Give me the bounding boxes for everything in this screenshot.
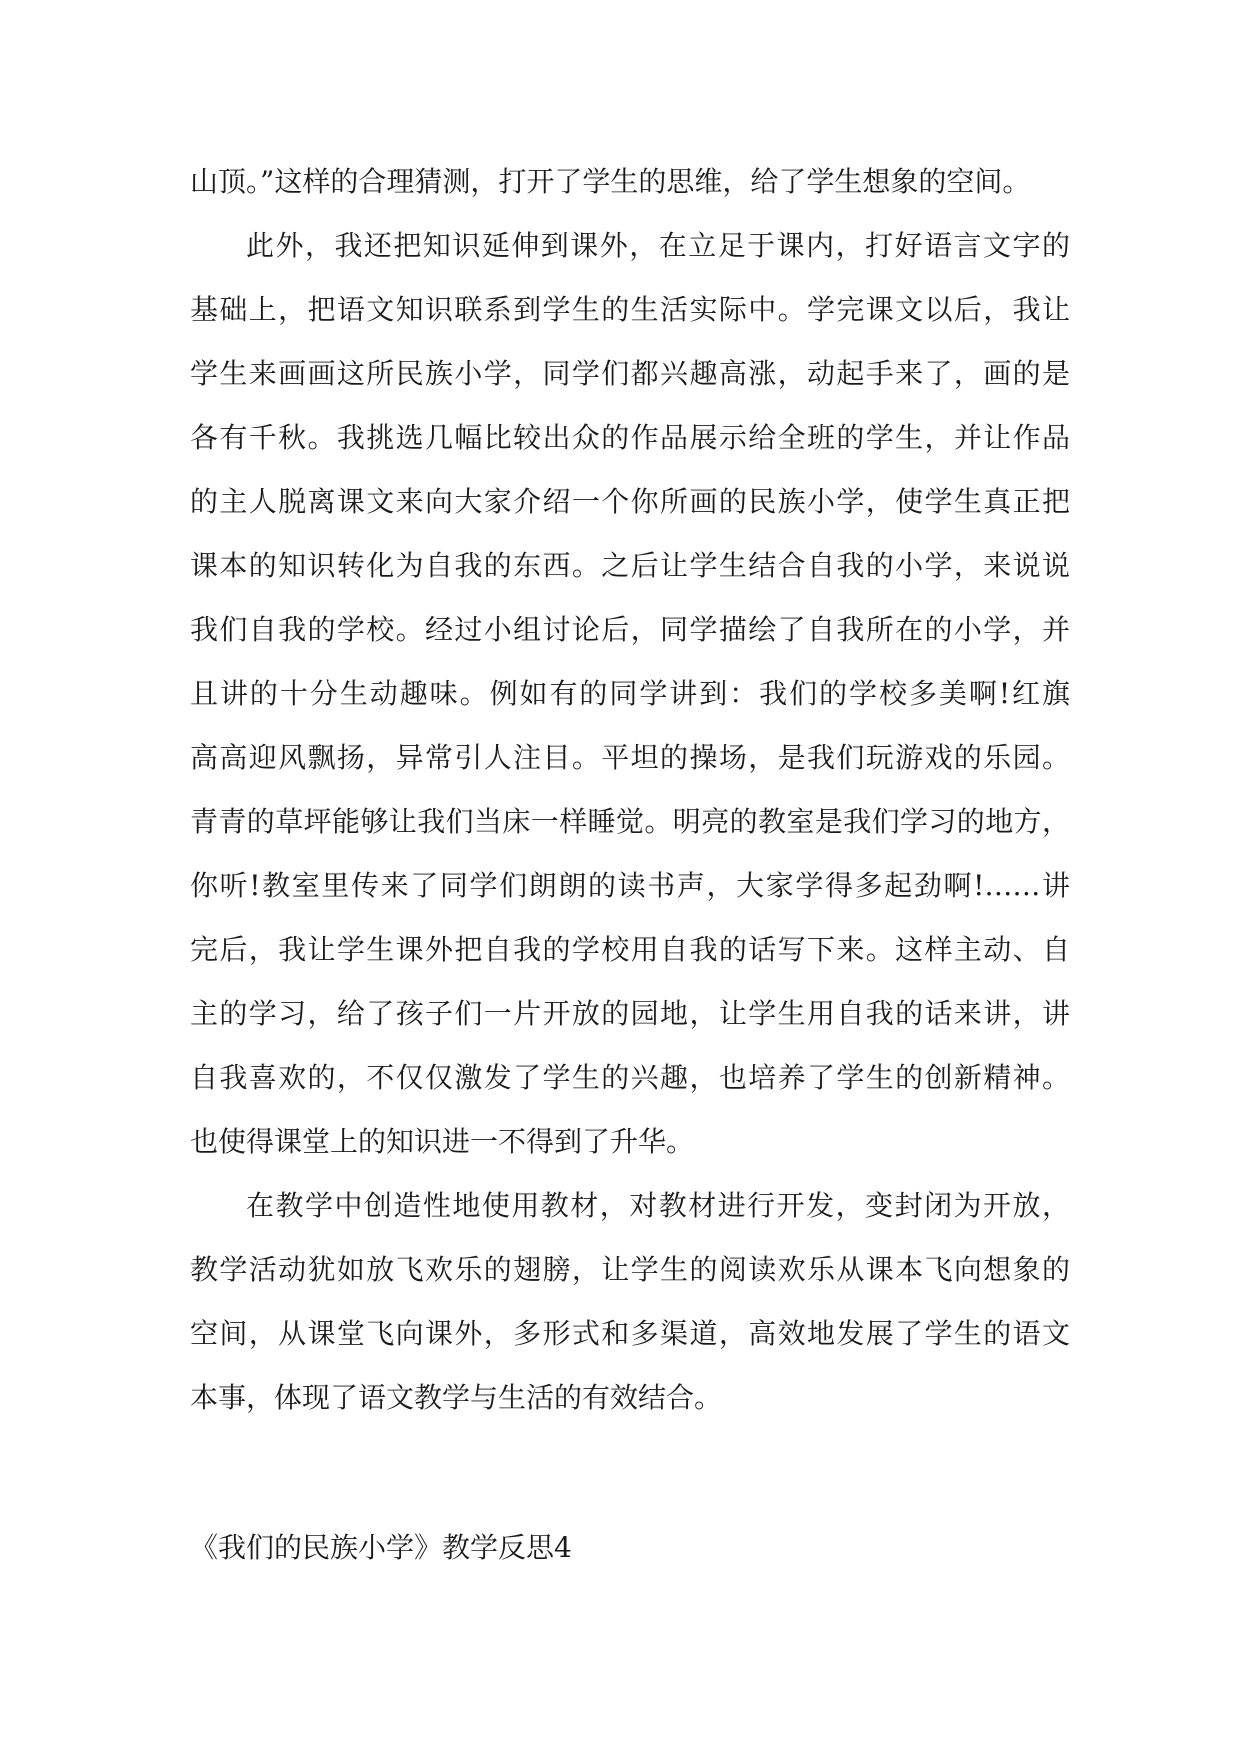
- paragraph-line: 也使得课堂上的知识进一不得到了升华。: [190, 1125, 695, 1158]
- paragraph-line: 且讲的十分生动趣味。例如有的同学讲到：我们的学校多美啊!红旗: [190, 677, 1070, 710]
- section-heading: 《我们的民族小学》教学反思4: [190, 1531, 572, 1564]
- paragraph-line: 学生来画画这所民族小学，同学们都兴趣高涨，动起手来了，画的是: [190, 357, 1070, 390]
- paragraph-line: 教学活动犹如放飞欢乐的翅膀，让学生的阅读欢乐从课本飞向想象的: [190, 1253, 1070, 1286]
- paragraph-line: 山顶。”这样的合理猜测，打开了学生的思维，给了学生想象的空间。: [190, 165, 1031, 198]
- paragraph-line: 各有千秋。我挑选几幅比较出众的作品展示给全班的学生，并让作品: [190, 421, 1070, 454]
- paragraph-line: 完后，我让学生课外把自我的学校用自我的话写下来。这样主动、自: [190, 933, 1070, 966]
- paragraph-line: 自我喜欢的，不仅仅激发了学生的兴趣，也培养了学生的创新精神。: [190, 1061, 1070, 1094]
- paragraph-line: 青青的草坪能够让我们当床一样睡觉。明亮的教室是我们学习的地方，: [190, 805, 1070, 838]
- paragraph-line: 此外，我还把知识延伸到课外，在立足于课内，打好语言文字的: [246, 229, 1070, 262]
- paragraph-line: 本事，体现了语文教学与生活的有效结合。: [190, 1381, 723, 1414]
- paragraph-line: 你听!教室里传来了同学们朗朗的读书声，大家学得多起劲啊!……讲: [190, 869, 1070, 902]
- paragraph-line: 主的学习，给了孩子们一片开放的园地，让学生用自我的话来讲，讲: [190, 997, 1070, 1030]
- paragraph-line: 高高迎风飘扬，异常引人注目。平坦的操场，是我们玩游戏的乐园。: [190, 741, 1070, 774]
- paragraph-line: 基础上，把语文知识联系到学生的生活实际中。学完课文以后，我让: [190, 293, 1070, 326]
- paragraph-line: 我们自我的学校。经过小组讨论后，同学描绘了自我所在的小学，并: [190, 613, 1070, 646]
- paragraph-line: 空间，从课堂飞向课外，多形式和多渠道，高效地发展了学生的语文: [190, 1317, 1070, 1350]
- paragraph-line: 的主人脱离课文来向大家介绍一个你所画的民族小学，使学生真正把: [190, 485, 1070, 518]
- paragraph-line: 在教学中创造性地使用教材，对教材进行开发，变封闭为开放，: [246, 1189, 1070, 1222]
- paragraph-line: 课本的知识转化为自我的东西。之后让学生结合自我的小学，来说说: [190, 549, 1070, 582]
